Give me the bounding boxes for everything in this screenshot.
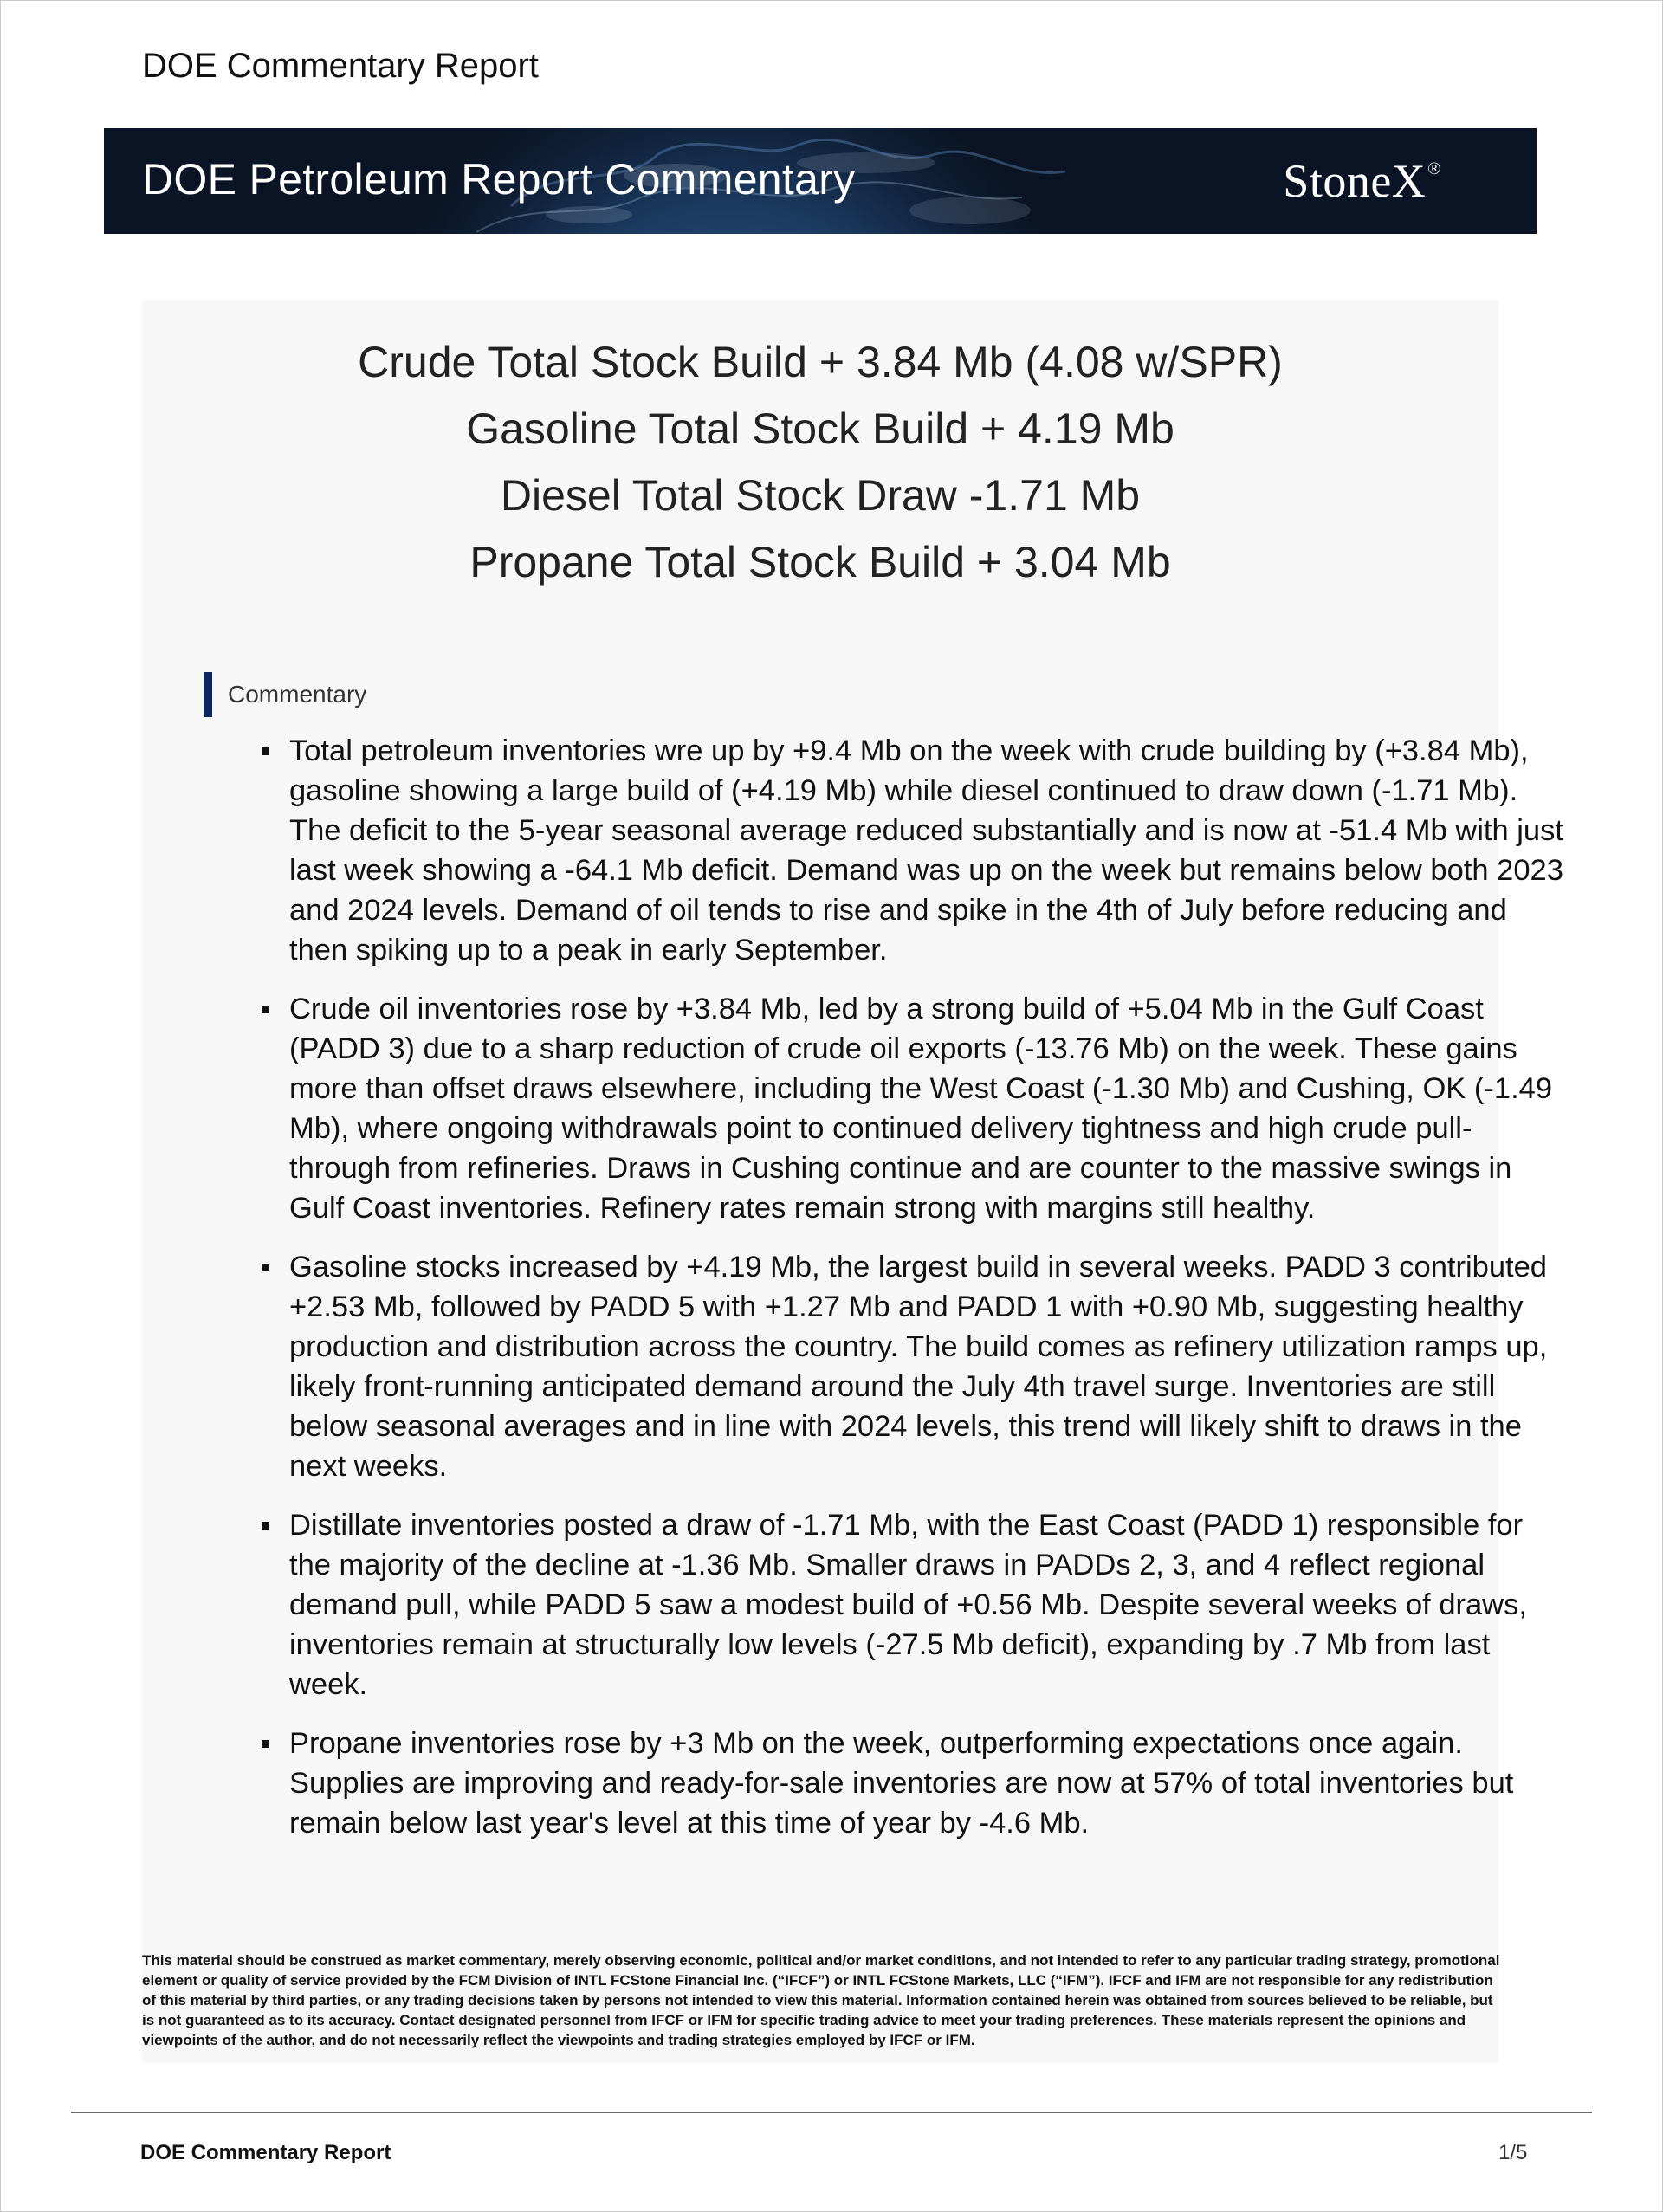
bullet-item [289, 1505, 1571, 1704]
content-box [142, 300, 1563, 2063]
footer-title: DOE Commentary Report [140, 2141, 391, 2164]
footer-divider [71, 2112, 1592, 2113]
bullet-item [289, 989, 1571, 1228]
square-bullet-icon [262, 1006, 269, 1013]
bullet-text: Crude oil inventories rose by +3.84 Mb, led by a strong build of +5.04 Mb in the Gulf Coast (PADD 3) due to a sharp reduction of crude oil exports (-13.76 Mb) on the week. These gains more than offset draws elsewhere, including the West Coast (-1.30 Mb) and Cushing, OK (-1.49 Mb), where ongoing withdrawals point to continued delivery tightness and high crude pull-through from refineries. Draws in Cushing continue and are counter to the massive swings in Gulf Coast inventories. Refinery rates remain strong with margins still healthy. [289, 993, 1553, 1225]
banner [104, 128, 1537, 234]
disclaimer: This material should be construed as market commentary, merely observing economic, political and/or market conditions, and not intended to refer to any particular trading strategy, promotional element or quality of service provided by the FCM Division of INTL FCStone Financial Inc. (“IFCF”) or INTL FCStone Markets, LLC (“IFM”). IFCF and IFM are not responsible for any redistribution of this material by third parties, or any trading decisions taken by persons not intended to view this material. Information contained herein was obtained from sources believed to be reliable, but is not guaranteed as to its accuracy. Contact designated personnel from IFCF or IFM for specific trading advice to meet your trading preferences. These materials represent the opinions and viewpoints of the author, and do not necessarily reflect the viewpoints and trading strategies employed by IFCF or IFM. [142, 1952, 1500, 2048]
summary-diesel: Diesel Total Stock Draw -1.71 Mb [500, 471, 1141, 520]
summary-crude: Crude Total Stock Build + 3.84 Mb (4.08 w/SPR) [358, 338, 1283, 386]
summary-propane: Propane Total Stock Build + 3.04 Mb [469, 538, 1171, 586]
banner-title: DOE Petroleum Report Commentary [142, 155, 856, 204]
bullet-text: Gasoline stocks increased by +4.19 Mb, the largest build in several weeks. PADD 3 contributed +2.53 Mb, followed by PADD 5 with +1.27 Mb and PADD 1 with +0.90 Mb, suggesting healthy production and distribution across the country. The build comes as refinery utilization ramps up, likely front-running anticipated demand around the July 4th travel surge. Inventories are still below seasonal averages and in line with 2024 levels, this trend will likely shift to draws in the next weeks. [289, 1251, 1548, 1483]
commentary-label: Commentary [204, 672, 366, 717]
stock-summary [142, 329, 1498, 596]
summary-gasoline: Gasoline Total Stock Build + 4.19 Mb [466, 404, 1174, 453]
stonex-logo-text: StoneX [1283, 155, 1427, 207]
bullet-item [289, 1247, 1571, 1486]
page-number: 1/5 [1498, 2141, 1528, 2164]
square-bullet-icon [262, 1522, 269, 1530]
stonex-logo [1283, 154, 1441, 208]
bullet-item [289, 731, 1571, 970]
bullet-text: Total petroleum inventories wre up by +9.4 Mb on the week with crude building by (+3.84 Mb), gasoline showing a large build of (+4.19 Mb) while diesel continued to draw down (-1.71 Mb). The deficit to the 5-year seasonal average reduced substantially and is now at -51.4 Mb with just last week showing a -64.1 Mb deficit. Demand was up on the week but remains below both 2023 and 2024 levels. Demand of oil tends to rise and spike in the 4th of July before reducing and then spiking up to a peak in early September. [289, 734, 1563, 967]
square-bullet-icon [262, 747, 269, 755]
bullet-text: Propane inventories rose by +3 Mb on the week, outperforming expectations once again. Supplies are improving and ready-for-sale inventories are now at 57% of total inventories but remain below last year's level at this time of year by -4.6 Mb. [289, 1727, 1514, 1840]
registered-mark: ® [1427, 159, 1441, 178]
bullet-item [289, 1724, 1571, 1843]
square-bullet-icon [262, 1264, 269, 1271]
report-header-title: DOE Commentary Report [142, 47, 539, 85]
square-bullet-icon [262, 1740, 269, 1748]
commentary-bullets [289, 731, 1589, 1862]
bullet-text: Distillate inventories posted a draw of -1.71 Mb, with the East Coast (PADD 1) responsible for the majority of the decline at -1.36 Mb. Smaller draws in PADDs 2, 3, and 4 reflect regional demand pull, while PADD 5 saw a modest build of +0.56 Mb. Despite several weeks of draws, inventories remain at structurally low levels (-27.5 Mb deficit), expanding by .7 Mb from last week. [289, 1509, 1527, 1701]
